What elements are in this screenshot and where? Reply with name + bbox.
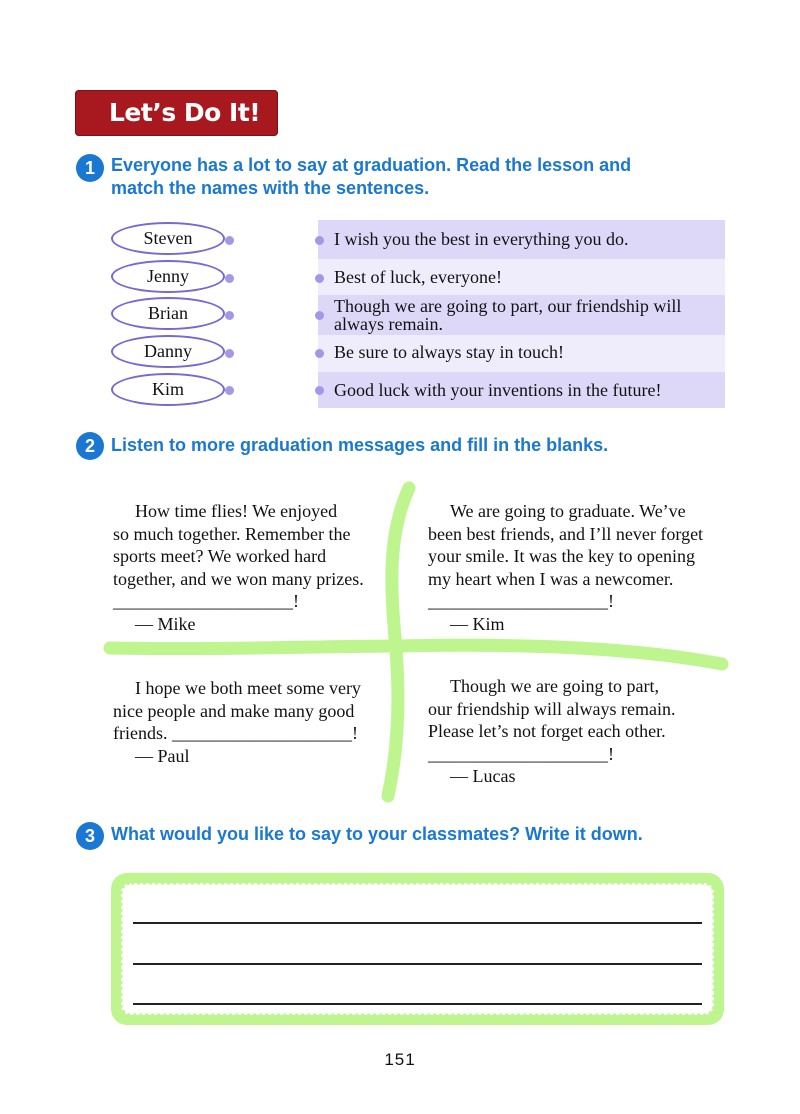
question-2-instruction: Listen to more graduation messages and fill in the blanks. xyxy=(111,435,609,455)
sentence-3-line1: Though we are going to part, our friendship will xyxy=(334,296,682,316)
message-lucas xyxy=(428,675,675,788)
message-paul-line: I hope we both meet some very xyxy=(135,678,361,698)
message-mike-signature: — Mike xyxy=(135,613,196,634)
question-3-instruction: What would you like to say to your classmates? Write it down. xyxy=(111,824,643,844)
name-oval-steven[interactable]: Steven xyxy=(111,222,225,255)
message-mike-line: sports meet? We worked hard xyxy=(113,546,327,566)
message-paul-line: nice people and make many good xyxy=(113,700,355,721)
sentence-1: I wish you the best in everything you do. xyxy=(334,229,629,249)
message-kim-signature: — Kim xyxy=(450,613,505,634)
message-lucas-line: Though we are going to part, xyxy=(450,676,659,696)
message-kim-line: my heart when I was a newcomer. xyxy=(428,568,674,589)
message-paul-signature: — Paul xyxy=(135,745,190,766)
message-lucas-blank[interactable]: ____________________! xyxy=(428,743,614,764)
lets-do-it-banner: Let’s Do It! xyxy=(75,90,278,136)
question-1-instruction-line2: match the names with the sentences. xyxy=(111,178,430,198)
writing-line-3[interactable] xyxy=(133,1003,702,1005)
sentence-2: Best of luck, everyone! xyxy=(334,267,502,287)
question-3-number: 3 xyxy=(76,822,104,850)
message-kim xyxy=(428,500,703,635)
message-mike-line: together, and we won many prizes. xyxy=(113,568,364,589)
question-1-number: 1 xyxy=(76,154,104,182)
name-oval-kim[interactable]: Kim xyxy=(111,373,225,406)
message-lucas-line: our friendship will always remain. xyxy=(428,698,676,719)
sentence-4: Be sure to always stay in touch! xyxy=(334,342,564,362)
question-1-instruction-line1: Everyone has a lot to say at graduation. Read the lesson and xyxy=(111,155,632,175)
message-mike-blank[interactable]: ____________________! xyxy=(113,591,299,611)
message-kim-line: We are going to graduate. We’ve xyxy=(450,501,686,521)
message-mike-line: How time flies! We enjoyed xyxy=(135,501,338,521)
message-mike-line: so much together. Remember the xyxy=(113,523,351,544)
message-mike xyxy=(113,500,364,635)
writing-line-1[interactable] xyxy=(133,922,702,924)
message-paul xyxy=(113,677,361,767)
message-kim-blank[interactable]: ____________________! xyxy=(428,591,614,611)
message-lucas-line: Please let’s not forget each other. xyxy=(428,721,666,741)
question-2-number: 2 xyxy=(76,432,104,460)
name-oval-jenny[interactable]: Jenny xyxy=(111,260,225,293)
message-kim-line: been best friends, and I’ll never forget xyxy=(428,523,704,544)
message-lucas-signature: — Lucas xyxy=(450,766,516,786)
writing-line-2[interactable] xyxy=(133,963,702,965)
name-oval-brian[interactable]: Brian xyxy=(111,297,225,330)
name-oval-danny[interactable]: Danny xyxy=(111,335,225,368)
sentence-3-line2: always remain. xyxy=(334,314,443,334)
message-paul-blank[interactable]: friends. ____________________! xyxy=(113,723,358,743)
page-number: 151 xyxy=(384,1050,416,1069)
message-kim-line: your smile. It was the key to opening xyxy=(428,546,695,566)
sentence-5: Good luck with your inventions in the future! xyxy=(334,380,662,400)
